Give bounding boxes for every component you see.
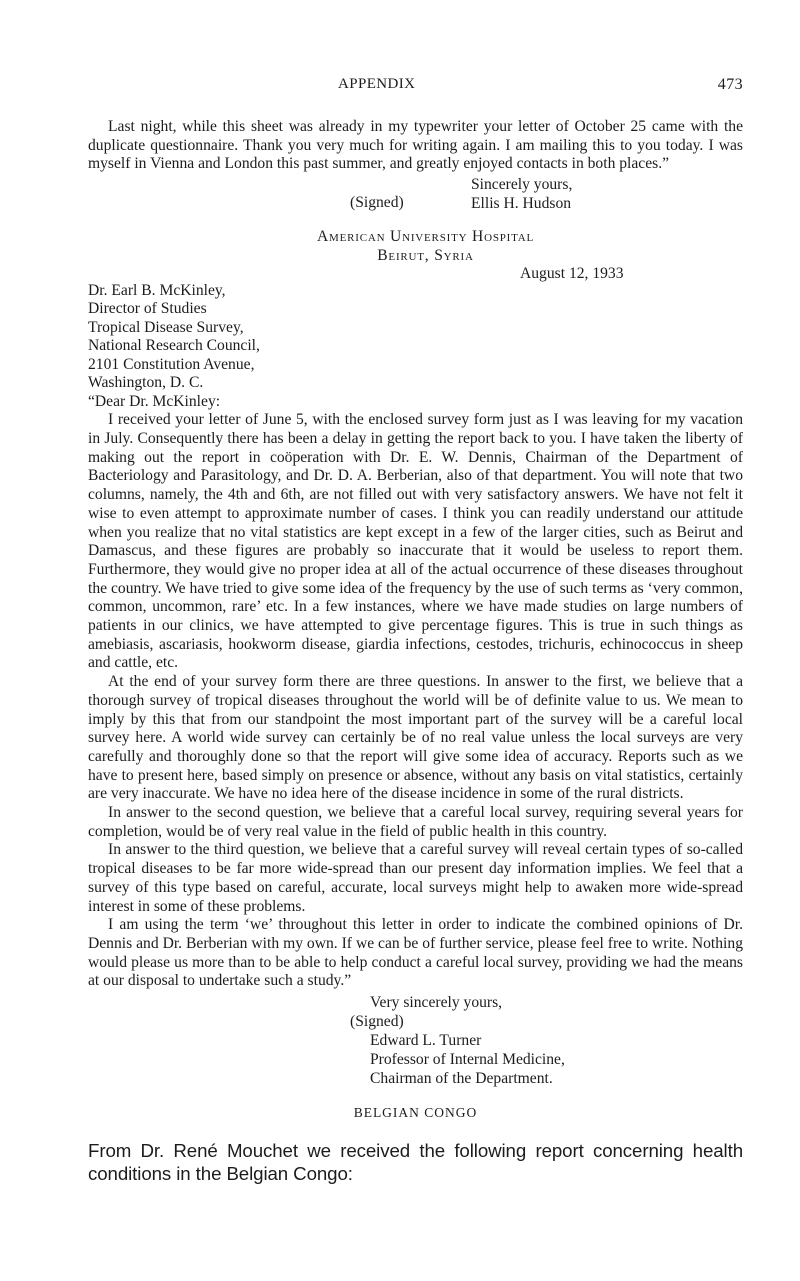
running-head: [88, 76, 743, 98]
running-head-title: APPENDIX: [338, 76, 416, 92]
page-number: 473: [717, 76, 743, 93]
letterhead-institution: American University Hospital: [316, 228, 535, 246]
address-line: Tropical Disease Survey,: [88, 318, 244, 336]
turner-signed-label: (Signed): [350, 1013, 404, 1031]
turner-name: Edward L. Turner: [370, 1032, 482, 1050]
hudson-signed-label: (Signed): [350, 194, 404, 212]
address-line: 2101 Constitution Avenue,: [88, 355, 255, 373]
hudson-signature-block: [88, 175, 743, 213]
address-line: Dr. Earl B. McKinley,: [88, 281, 226, 299]
turner-position: Chairman of the Department.: [370, 1070, 553, 1088]
letterhead: [98, 227, 753, 265]
section-heading: BELGIAN CONGO: [353, 1105, 478, 1121]
hudson-closing-paragraph: Last night, while this sheet was already in my typewriter your letter of October 25 came with the duplicate questionnaire. Thank you very much for writing again. I am mailing this to you today. I was myself in Vienna and London this past summer, and greatly enjoyed contacts in both places.”: [88, 118, 743, 173]
body-text: [88, 118, 743, 1185]
address-line: Washington, D. C.: [88, 374, 204, 392]
hudson-valediction: Sincerely yours,: [471, 176, 573, 194]
salutation: “Dear Dr. McKinley:: [88, 392, 221, 410]
turner-signature-block: [88, 993, 743, 1088]
hudson-signer: Ellis H. Hudson: [471, 195, 572, 213]
letter-paragraph: At the end of your survey form there are three questions. In answer to the first, we believe that a thorough survey of tropical diseases throughout the world will be of definite value to us. We mean to imply by this that from our standpoint the most important part of the survey will be a careful local survey here. A world wide survey can certainly be of no real value unless the local surveys are very carefully and thoroughly done so that the report will give some idea of accuracy. Reports such as we have to present here, based simply on presence or absence, without any basis on vital statistics, certainly are very inaccurate. We have no idea here of the disease incidence in some of the rural districts.: [88, 673, 743, 803]
letter-paragraph: In answer to the third question, we believe that a careful survey will reveal certain types of so-called tropical diseases to be far more wide-spread than our present day information implies. We feel that a survey of this type based on careful, accurate, local surveys might help to awaken more wide-spread interest in some of these problems.: [88, 841, 743, 915]
letter-date: August 12, 1933: [520, 265, 624, 283]
address-line: National Research Council,: [88, 337, 260, 355]
letter-paragraph: I am using the term ‘we’ throughout this letter in order to indicate the combined opinions of Dr. Dennis and Dr. Berberian with my own. If we can be of further service, please feel free to write. Nothing would please us more than to be able to help conduct a careful local survey, providing we had the means at our disposal to undertake such a study.”: [88, 916, 743, 990]
turner-title: Professor of Internal Medicine,: [370, 1051, 565, 1069]
letter-paragraph: I received your letter of June 5, with the enclosed survey form just as I was leaving for my vacation in July. Consequently there has been a delay in getting the report back to you. I have taken the liberty of making out the report in coöperation with Dr. E. W. Dennis, Chairman of the Department of Bacteriology and Parasitology, and Dr. D. A. Berberian, also of that department. You will note that two columns, namely, the 4th and 6th, are not filled out with very satisfactory answers. We have not felt it wise to even attempt to approximate number of cases. I think you can readily understand our attitude when you realize that no vital statistics are kept except in a few of the larger cities, such as Beirut and Damascus, and these figures are probably so inaccurate that it would be useless to report them. Furthermore, they would give no proper idea at all of the actual occurrence of these diseases throughout the country. We have tried to give some idea of the frequency by the use of such terms as ‘very common, common, uncommon, rare’ etc. In a few instances, where we have made studies on large numbers of patients in our clinics, we have attempted to give percentage figures. This is true in such things as amebiasis, ascariasis, hookworm disease, giardia infections, cestodes, trichuris, echinococcus in sheep and cattle, etc.: [88, 411, 743, 672]
turner-valediction: Very sincerely yours,: [370, 994, 503, 1012]
letterhead-location: Beirut, Syria: [377, 247, 474, 265]
address-line: Director of Studies: [88, 300, 207, 318]
section-intro: From Dr. René Mouchet we received the following report concerning health conditions in the Belgian Congo:: [88, 1139, 743, 1184]
letter-paragraph: In answer to the second question, we believe that a careful local survey, requiring several years for completion, would be of very real value in the field of public health in this country.: [88, 804, 743, 840]
recipient-address: [88, 282, 743, 412]
